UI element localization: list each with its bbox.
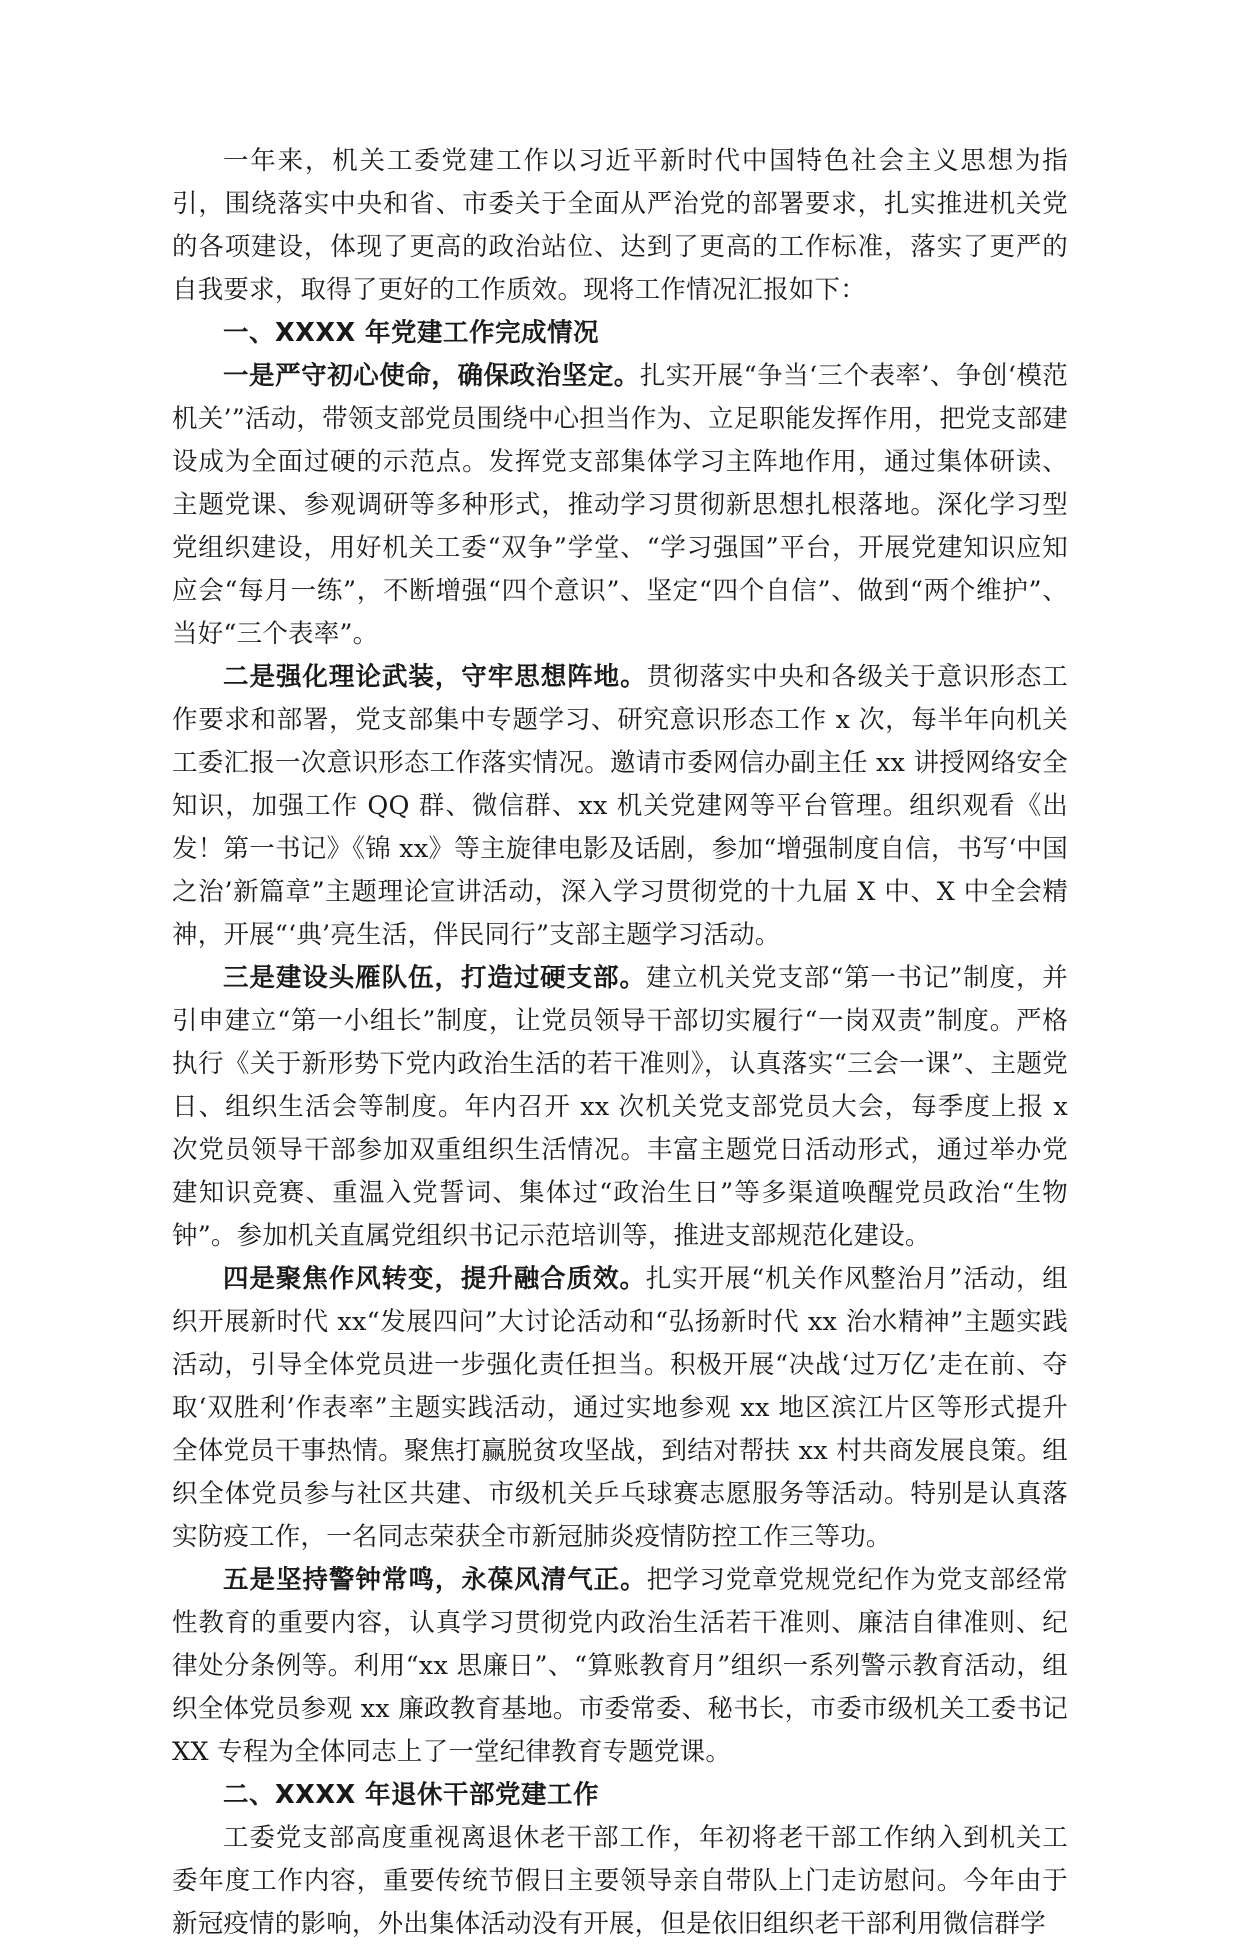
point-four-text: 扎实开展“机关作风整治月”活动，组织开展新时代 xx“发展四问”大讨论活动和“弘扬新时代 xx 治水精神”主题实践活动，引导全体党员进一步强化责任担当。积极开展“决战‘过万亿’走在前、夺取‘双胜利’作表率”主题实践活动，通过实地参观 xx 地区滨江片区等形式提升全体党员干事热情。聚焦打赢脱贫攻坚战，到结对帮扶 xx 村共商发展良策。组织全体党员参与社区共建、市级机关乒乓球赛志愿服务等活动。特别是认真落实防疫工作，一名同志荣获全市新冠肺炎疫情防控工作三等功。 — [172, 1264, 1068, 1552]
point-two-text: 贯彻落实中央和各级关于意识形态工作要求和部署，党支部集中专题学习、研究意识形态工作 x 次，每半年向机关工委汇报一次意识形态工作落实情况。邀请市委网信办副主任 xx 讲授网络安全知识，加强工作 QQ 群、微信群、xx 机关党建网等平台管理。组织观看《出发！第一书记》《锦 xx》等主旋律电影及话剧，参加“增强制度自信，书写‘中国之治’新篇章”主题理论宣讲活动，深入学习贯彻党的十九届 X 中、X 中全会精神，开展“‘典’亮生活，伴民同行”支部主题学习活动。 — [172, 662, 1068, 950]
paragraph-intro: 一年来，机关工委党建工作以习近平新时代中国特色社会主义思想为指引，围绕落实中央和省、市委关于全面从严治党的部署要求，扎实推进机关党的各项建设，体现了更高的政治站位、达到了更高的工作标准，落实了更严的自我要求，取得了更好的工作质效。现将工作情况汇报如下： — [172, 146, 1068, 305]
document-body — [172, 140, 1068, 1946]
point-two-lead: 二是强化理论武装，守牢思想阵地。 — [223, 662, 647, 692]
paragraph-point-three — [172, 957, 1068, 1258]
point-three-lead: 三是建设头雁队伍，打造过硬支部。 — [223, 963, 646, 993]
point-four-lead: 四是聚焦作风转变，提升融合质效。 — [223, 1264, 646, 1294]
point-five-text: 把学习党章党规党纪作为党支部经常性教育的重要内容，认真学习贯彻党内政治生活若干准则、廉洁自律准则、纪律处分条例等。利用“xx 思廉日”、“算账教育月”组织一系列警示教育活动，组织全体党员参观 xx 廉政教育基地。市委常委、秘书长，市委市级机关工委书记 XX 专程为全体同志上了一堂纪律教育专题党课。 — [172, 1565, 1068, 1767]
paragraph-point-one — [172, 355, 1068, 656]
point-one-text: 扎实开展“争当‘三个表率’、争创‘模范机关’”活动，带领支部党员围绕中心担当作为、立足职能发挥作用，把党支部建设成为全面过硬的示范点。发挥党支部集体学习主阵地作用，通过集体研读、主题党课、参观调研等多种形式，推动学习贯彻新思想扎根落地。深化学习型党组织建设，用好机关工委“双争”学堂、“学习强国”平台，开展党建知识应知应会“每月一练”，不断增强“四个意识”、坚定“四个自信”、做到“两个维护”、当好“三个表率”。 — [172, 361, 1068, 649]
paragraph-retired-cadres: 工委党支部高度重视离退休老干部工作，年初将老干部工作纳入到机关工委年度工作内容，重要传统节假日主要领导亲自带队上门走访慰问。今年由于新冠疫情的影响，外出集体活动没有开展，但是依旧组织老干部利用微信群学 — [172, 1823, 1068, 1939]
paragraph-point-four — [172, 1258, 1068, 1559]
point-one-lead: 一是严守初心使命，确保政治坚定。 — [223, 361, 640, 391]
section-heading-one: 一、XXXX 年党建工作完成情况 — [223, 318, 600, 348]
paragraph-point-five — [172, 1559, 1068, 1774]
point-five-lead: 五是坚持警钟常鸣，永葆风清气正。 — [223, 1565, 647, 1595]
section-heading-two: 二、XXXX 年退休干部党建工作 — [223, 1780, 600, 1810]
point-three-text: 建立机关党支部“第一书记”制度，并引申建立“第一小组长”制度，让党员领导干部切实履行“一岗双责”制度。严格执行《关于新形势下党内政治生活的若干准则》，认真落实“三会一课”、主题党日、组织生活会等制度。年内召开 xx 次机关党支部党员大会，每季度上报 x 次党员领导干部参加双重组织生活情况。丰富主题党日活动形式，通过举办党建知识竞赛、重温入党誓词、集体过“政治生日”等多渠道唤醒党员政治“生物钟”。参加机关直属党组织书记示范培训等，推进支部规范化建设。 — [172, 963, 1068, 1251]
paragraph-point-two — [172, 656, 1068, 957]
